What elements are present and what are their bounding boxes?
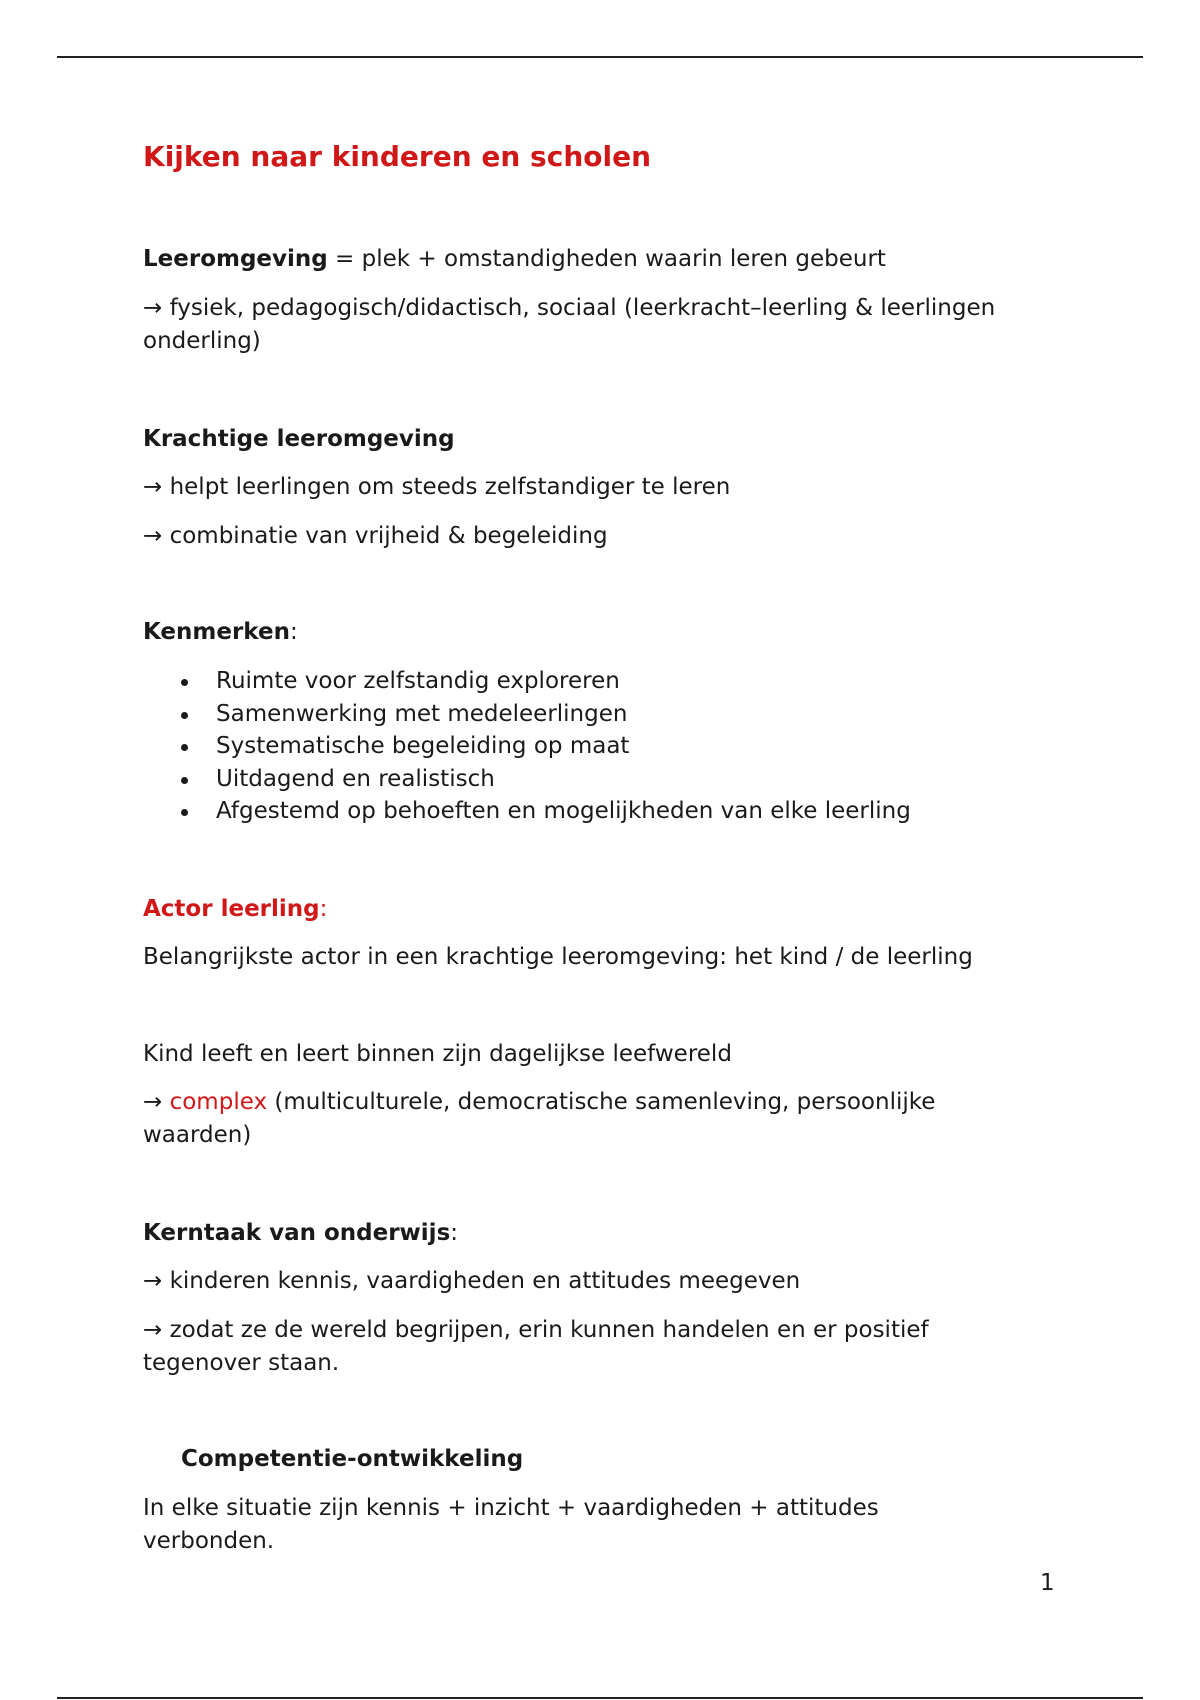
krachtige-heading: Krachtige leeromgeving [143,426,455,452]
kerntaak-colon: : [450,1220,459,1246]
list-item: Systematische begeleiding op maat [143,730,911,763]
list-item: Uitdagend en realistisch [143,763,911,796]
kind-detail [143,1086,1023,1152]
list-item: Ruimte voor zelfstandig exploreren [143,665,911,698]
top-rule [57,56,1143,58]
kind-arrow: → [143,1089,170,1115]
bottom-rule [57,1697,1143,1699]
kerntaak-point-2: → zodat ze de wereld begrijpen, erin kunnen handelen en er positief tegenover staan. [143,1317,929,1376]
competentie-text: In elke situatie zijn kennis + inzicht + vaardigheden + attitudes verbonden. [143,1495,879,1554]
list-item: Samenwerking met medeleerlingen [143,698,911,731]
leeromgeving-detail: → fysiek, pedagogisch/didactisch, sociaal (leerkracht–leerling & leerlingen onderling) [143,295,996,354]
kind-text: Kind leeft en leert binnen zijn dagelijkse leefwereld [143,1041,732,1067]
kenmerken-list [143,665,911,828]
actor-heading [143,893,327,926]
kind-rest: (multiculturele, democratische samenleving, persoonlijke waarden) [143,1089,936,1148]
kenmerken-heading-text: Kenmerken [143,619,290,645]
kerntaak-heading-text: Kerntaak van onderwijs [143,1220,451,1246]
actor-heading-text: Actor leerling [143,896,320,922]
kerntaak-heading [143,1217,458,1250]
page-number: 1 [1040,1570,1055,1596]
actor-colon: : [319,896,328,922]
leeromgeving-definition-text: = plek + omstandigheden waarin leren gebeurt [327,246,886,272]
kenmerken-colon: : [289,619,298,645]
list-item: Afgestemd op behoeften en mogelijkheden van elke leerling [143,795,911,828]
kerntaak-point-1: → kinderen kennis, vaardigheden en attitudes meegeven [143,1268,801,1294]
leeromgeving-definition [143,243,886,276]
kenmerken-heading [143,616,298,649]
actor-text: Belangrijkste actor in een krachtige leeromgeving: het kind / de leerling [143,944,973,970]
krachtige-point-2: → combinatie van vrijheid & begeleiding [143,523,608,549]
competentie-heading: Competentie-ontwikkeling [181,1446,524,1472]
leeromgeving-term: Leeromgeving [143,246,328,272]
krachtige-point-1: → helpt leerlingen om steeds zelfstandiger te leren [143,474,731,500]
kind-highlight: complex [169,1089,268,1115]
document-title: Kijken naar kinderen en scholen [143,140,652,173]
